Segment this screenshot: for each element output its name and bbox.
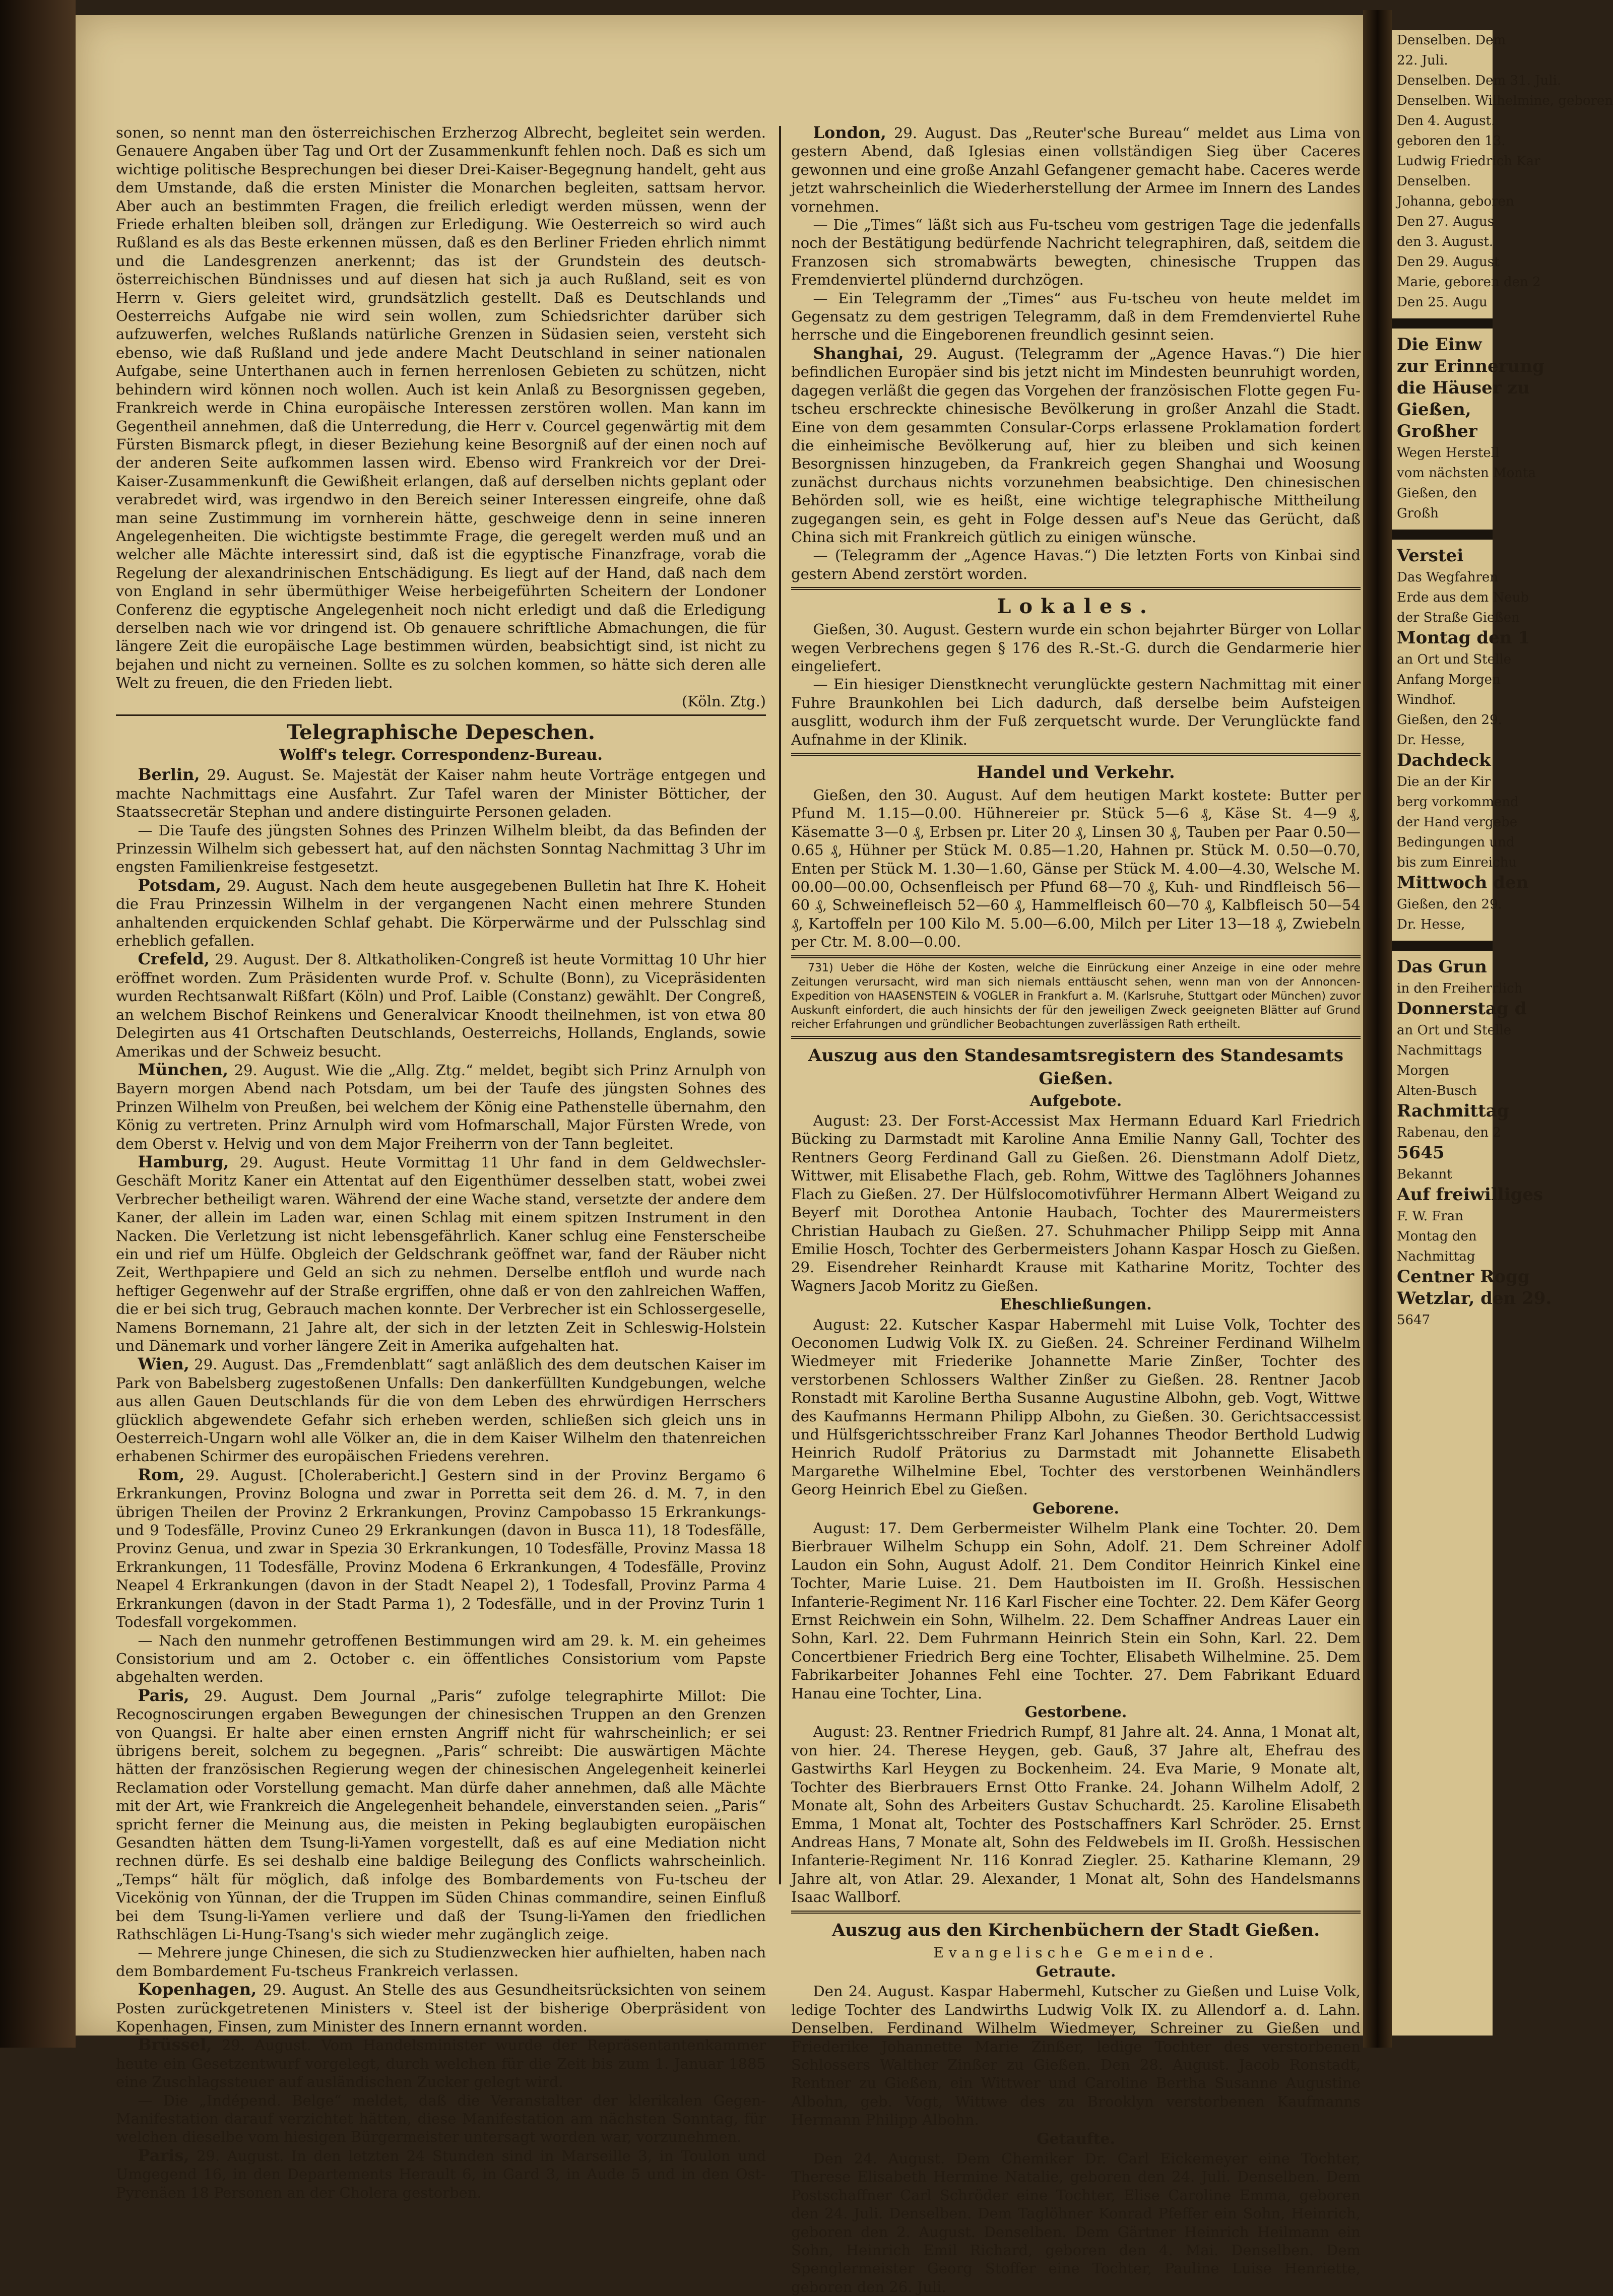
next-page-text: in den Freiherrlich: [1397, 981, 1523, 996]
next-page-line: [1392, 546, 1493, 567]
next-page-text: Das Wegfahren: [1397, 570, 1499, 585]
left-column: [116, 123, 766, 2201]
next-page-line: [1392, 483, 1493, 503]
next-page-line: [1392, 812, 1518, 832]
next-page-rule: [1392, 318, 1493, 329]
advert-text: Ueber die Höhe der Kosten, welche die Einrückung einer Anzeige in eine oder mehre Zeitungen verursacht, wird man sich niemals enttäuscht sehen, wenn man von der Annoncen-Expedition von HAASENSTEIN & VOGLER in Frankfurt a. M. (Karlsruhe, Stuttgart oder München) zuvor Auskunft einfordert, die auch hinsichts der für den jeweiligen Zweck geeigneten Blätter auf Grund reicher Erfahrungen und gründlicher Beobachtungen zuverlässigen Rath ertheilt.: [791, 961, 1361, 1031]
next-page-text: Anfang Morgen: [1397, 672, 1501, 687]
next-page-fragments: [1392, 30, 1613, 1330]
next-page-line: [1392, 191, 1514, 212]
section-divider: [791, 587, 1361, 590]
next-page-text: 22. Juli.: [1397, 53, 1448, 68]
dispatch-item: [791, 216, 1361, 289]
next-page-text: Das Grun: [1397, 957, 1487, 977]
next-page-text: Die an der Kir: [1397, 774, 1491, 790]
next-page-text: Gießen, den 29.: [1397, 897, 1502, 912]
next-page-line: [1392, 1061, 1493, 1081]
section-divider: [791, 955, 1361, 958]
gestorbene-text: August: 23. Rentner Friedrich Rumpf, 81 Jahre alt. 24. Anna, 1 Monat alt, von hier. 24. Therese Heygen, geb. Gauß, 37 Jahre alt, Ehefrau des Gastwirths Karl Heygen zu Bockenheim. 24. Eva Marie, 9 Monate alt, Tochter des Bierbrauers Ernst Otto Franke. 24. Johann Wilhelm Adolf, 2 Monate alt, Sohn des Arbeiters Gustav Schuchardt. 25. Karoline Elisabeth Emma, 1 Monat alt, Tochter des Postschaffners Karl Schröder. 25. Ernst Andreas Hans, 7 Monate alt, Sohn des Feldwebels im II. Großh. Hessischen Infanterie-Regiment Nr. 116 Konrad Ziegler. 25. Katharine Klemann, 29 Jahre alt, von Atlar. 29. Alexander, 1 Monat alt, Sohn des Handelsmanns Isaac Wallborf.: [791, 1723, 1361, 1906]
dispatch-text: — Die Taufe des jüngsten Sohnes des Prinzen Wilhelm bleibt, da das Befinden der Prinzessin Wilhelm sich gebessert hat, auf den nächsten Sonntag Nachmittag 3 Uhr im engsten Familienkreise festgesetzt.: [116, 821, 766, 876]
next-page-text: Johanna, geboren: [1397, 194, 1514, 209]
dispatch-text: 29. August. Nach dem heute ausgegebenen Bulletin hat Ihre K. Hoheit die Frau Prinzessin Wilhelm in der vergangenen Nacht einen mehrere Stunden anhaltenden erquickenden Schlaf gehabt. Die Körperwärme und der Pulsschlag sind erheblich gefallen.: [116, 877, 766, 950]
next-page-text: Dr. Hesse,: [1397, 917, 1465, 932]
next-page-line: [1392, 957, 1493, 978]
next-page-line: [1392, 71, 1562, 91]
next-page-text: der Straße Gießen: [1397, 610, 1520, 625]
next-page-line: [1392, 503, 1493, 523]
next-page-text: Dr. Hesse,: [1397, 733, 1465, 748]
next-page-text: der Hand vergebe: [1397, 815, 1518, 830]
aufgebote-heading: Aufgebote.: [1029, 1092, 1122, 1110]
next-page-text: Rachmittag: [1397, 1101, 1509, 1121]
next-page-line: [1392, 443, 1500, 463]
telegraph-subheading: Wolff's telegr. Correspondenz-Bureau.: [279, 746, 603, 764]
dispatch-place: Shanghai,: [813, 343, 904, 363]
next-page-line: [1392, 1310, 1493, 1330]
next-page-line: [1392, 690, 1493, 710]
next-page-edge: [1392, 30, 1613, 2036]
next-page-line: [1392, 730, 1493, 750]
section-divider: [791, 1036, 1361, 1039]
next-page-text: Montag den 1: [1397, 628, 1530, 648]
next-page-line: [1392, 1081, 1493, 1101]
advert-number: 731): [808, 961, 833, 974]
dispatch-place: Paris,: [138, 2145, 189, 2165]
next-page-text: die Häuser zu: [1397, 378, 1530, 398]
next-page-text: berg vorkommend: [1397, 795, 1519, 810]
next-page-text: vom nächsten Monta: [1397, 466, 1536, 481]
top-dispatch-list: [791, 123, 1361, 583]
gestorbene-heading: Gestorbene.: [1024, 1703, 1127, 1722]
dispatch-item: [116, 1466, 766, 1631]
next-page-line: [1392, 421, 1493, 443]
next-page-text: Denselben.: [1397, 174, 1471, 189]
next-page-line: [1392, 292, 1493, 312]
next-page-line: [1392, 1226, 1493, 1247]
next-page-text: Den 25. Augu: [1397, 295, 1488, 310]
next-page-text: Nachmittag: [1397, 1249, 1475, 1264]
next-page-text: Den 4. August.: [1397, 113, 1496, 128]
getaufte-text: Den 24. August. Dem Chemiker Dr. Carl Eickemeyer eine Tochter, Therese Elisabeth Hermine Natalie, geboren den 24. Juli. Denselben. Dem Postschaffner Carl Schröder eine Tochter, Elise Caroline Emma, geboren den 24. Juli. Denselben. Dem Taglöhner Konrad Pfeffer ein Sohn, Heinrich, geboren den 2. August. Denselben. Dem Gärtner Heinrich Heilmann ein Sohn, Heinrich Emil Richard, geboren den 4. Mai. Denselben. Dem Spenglermeister Georg Stoffer eine Tochter, Pauline Luise Henriette, geboren den 26. Juli.: [791, 2150, 1361, 2295]
dispatch-text: 29. August. Das „Fremdenblatt“ sagt anläßlich des dem deutschen Kaiser im Park von Babelsberg zugestoßenen Unfalls: Den dankerfüllten Kundgebungen, welche aus allen Gauen Deutschlands für die von dem Leben des ehrwürdigen Herrschers glücklich abgewendete Gefahr sich erheben werden, schließen sich gleich uns in Oesterreich-Ungarn wohl alle Völker an, die in dem Kaiser Wilhelm den thatenreichen erhabenen Schirmer des europäischen Friedens verehren.: [116, 1356, 766, 1465]
next-page-text: Denselben. Dem 31. Juli.: [1397, 73, 1562, 88]
next-page-line: [1392, 111, 1496, 131]
getraute-heading: Getraute.: [1036, 1962, 1116, 1981]
next-page-text: Donnerstag d: [1397, 999, 1527, 1019]
next-page-line: [1392, 1247, 1493, 1267]
next-page-text: Denselben. Dem: [1397, 33, 1506, 48]
dispatch-list: [116, 765, 766, 2202]
next-page-text: den 3. August.: [1397, 234, 1494, 249]
dispatch-item: [116, 2091, 766, 2146]
next-page-line: [1392, 378, 1530, 400]
dispatch-item: [116, 2036, 766, 2091]
dispatch-item: [116, 1355, 766, 1465]
next-page-text: Marie, geboren den 2: [1397, 275, 1541, 290]
next-page-line: [1392, 587, 1529, 608]
intro-paragraph: sonen, so nennt man den österreichischen Erzherzog Albrecht, begleitet sein werden. Genauere Angaben über Tag und Ort der Zusammenkunft fehlen noch. Daß es sich um wichtige politische Besprechungen bei dieser Drei-Kaiser-Begegnung handelt, geht aus dem Umstande, daß die ersten Minister die Monarchen begleiten, sattsam hervor. Aber auch an bestimmten Fragen, die freilich erledigt werden müssen, wenn der Friede erhalten bleiben soll, drängen zur Erledigung. Wie Oesterreich so wird auch Rußland es als das Beste erkennen müssen, daß es den Berliner Frieden ehrlich nimmt und die Landesgrenzen anerkennt; das ist der Grundstein des deutsch-österreichischen Bündnisses und auf diesen hat sich ja auch Rußland, seit es von Herrn v. Giers geleitet wird, grundsätzlich gestellt. Daß es Deutschlands und Oesterreichs Aufgabe nie wird sein wollen, zum Schiedsrichter darüber sich aufzuwerfen, welches Rußlands natürliche Grenzen in Südasien seien, versteht sich ebenso, wie daß Rußland und jede andere Macht Deutschland in seiner nationalen Aufgabe, seine Unterthanen auch in fernen herrenlosen Gebieten zu schützen, nicht behindern wird können noch wollen. Auch ist kein Anlaß zu Besorgnissen gegeben, Frankreich werde in China europäische Interessen zerstören wollen. Man kann im Gegentheil annehmen, daß die Unterredung, die Herr v. Courcel gegenwärtig mit dem Fürsten Bismarck pflegt, in dieser Beziehung keine Besorgniß auf der einen noch auf der anderen Seite aufkommen lassen wird. Ebenso wird Frankreich vor der Drei-Kaiser-Zusammenkunft die Gewißheit erlangen, daß auf derselben nichts geplant oder verabredet wird, was irgendwo in den Bereich seiner Interessen eingreife, ohne daß man seine Zustimmung im vornherein hätte, geschweige denn in seine inneren Angelegenheiten. Die wichtigste bestimmte Frage, die geregelt werden muß und an welcher alle Mächte interessirt sind, daß ist die egyptische Finanzfrage, vorab die Regelung der alexandrinischen Entschädigung. Es liegt auf der Hand, daß nach dem von England in sehr übermüthiger Weise herbeigeführten Scheitern der Londoner Conferenz die egyptische Angelegenheit noch nicht erledigt und daß die Erledigung derselben nach wie vor dringend ist. Ob genauere schriftliche Abmachungen, die für längere Zeit die europäische Lage bestimmen würden, beabsichtigt sind, ist nicht zu bejahen und nicht zu verneinen. Sollte es zu solchen kommen, so hätte sich deren alle Welt zu freuen, die den Frieden liebt.: [116, 124, 766, 692]
next-page-text: Dachdeck: [1397, 750, 1491, 770]
dispatch-item: [116, 1061, 766, 1153]
next-page-text: Verstei: [1397, 546, 1464, 566]
kirchenbuch-heading: Auszug aus den Kirchenbüchern der Stadt Gießen.: [831, 1920, 1320, 1940]
next-page-line: [1392, 670, 1501, 690]
next-page-text: Erde aus dem Neub: [1397, 590, 1529, 605]
next-page-rule: [1392, 530, 1493, 540]
dispatch-text: — Die „Indépend. Belge“ meldet, daß die Veranstalter der klerikalen Gegen-Manifestation darauf verzichtet hätten, diese Manifestation am nächsten Sonntag, für welchen dieselbe vom hiesigen Bürgermeister untersagt worden war, vorzunehmen.: [116, 2091, 766, 2146]
page-gutter: [1363, 10, 1392, 2048]
intro-source: (Köln. Ztg.): [682, 692, 766, 710]
dispatch-text: 29. August. Das „Reuter'sche Bureau“ meldet aus Lima von gestern Abend, daß Iglesias einen vollständigen Sieg über Caceres gewonnen und eine große Anzahl Gefangener gemacht habe. Caceres werde jetzt wahrscheinlich die Wiederherstellung der Armee im Innern des Landes vornehmen.: [791, 124, 1361, 215]
next-page-line: [1392, 649, 1512, 670]
dispatch-item: [116, 821, 766, 876]
next-page-line: [1392, 710, 1502, 730]
dispatch-item: [116, 1686, 766, 1944]
dispatch-item: [791, 123, 1361, 216]
next-page-line: [1392, 356, 1544, 378]
next-page-line: [1392, 1123, 1501, 1143]
next-page-line: [1392, 232, 1493, 252]
next-page-line: [1392, 873, 1529, 894]
dispatch-text: — Nach den nunmehr getroffenen Bestimmungen wird am 29. k. M. ein geheimes Consistorium und am 2. October c. ein öffentliches Consistorium vom Papste abgehalten werden.: [116, 1631, 766, 1686]
dispatch-item: [116, 1943, 766, 1980]
dispatch-place: Kopenhagen,: [138, 1980, 257, 1999]
dispatch-place: Wien,: [138, 1354, 189, 1374]
dispatch-text: 29. August. [Cholerabericht.] Gestern sind in der Provinz Bergamo 6 Erkrankungen, Provinz Bologna und zwar in Porretta seit dem 26. d. M. 7, in den übrigen Theilen der Provinz 2 Erkrankungen, Provinz Campobasso 15 Erkrankungs- und 9 Todesfälle, Provinz Cuneo 29 Erkrankungen (davon in Busca 11), 18 Todesfälle, Provinz Genua, und zwar in Spezia 30 Erkrankungen, 10 Todesfälle, Provinz Massa 18 Erkrankungen, 11 Todesfälle, Provinz Modena 6 Erkrankungen, 4 Todesfälle, Provinz Neapel 4 Erkrankungen (davon in der Stadt Neapel 2), 1 Todesfall, Provinz Parma 4 Erkrankungen (davon in der Stadt Parma 1), 2 Todesfälle, und in der Provinz Turin 1 Todesfall vorgekommen.: [116, 1466, 766, 1631]
dispatch-text: 29. August. An Stelle des aus Gesundheitsrücksichten von seinem Posten zurückgetretenen Ministers v. Steel ist der bisherige Oberpräsident von Kopenhagen, Finsen, zum Minister des Innern ernannt worden.: [116, 1981, 766, 2036]
next-page-line: [1392, 30, 1506, 50]
standesamt-heading: Auszug aus den Standesamtsregistern des Standesamts Gießen.: [808, 1045, 1343, 1089]
next-page-text: bis zum Einreichu: [1397, 855, 1517, 870]
dispatch-text: — Mehrere junge Chinesen, die sich zu Studienzwecken hier aufhielten, haben nach dem Bombardement Fu-tscheus Frankreich verlassen.: [116, 1944, 766, 1980]
next-page-line: [1392, 1206, 1493, 1226]
next-page-text: Morgen: [1397, 1063, 1449, 1078]
next-page-line: [1392, 999, 1527, 1020]
dispatch-place: Brüssel,: [138, 2035, 212, 2055]
next-page-text: Wetzlar, den 29.: [1397, 1288, 1552, 1308]
dispatch-text: 29. August. Se. Majestät der Kaiser nahm heute Vorträge entgegen und machte Nachmittags eine Ausfahrt. Zur Tafel waren der Minister Bötticher, der Staatssecretär Stephan und andere distinguirte Personen geladen.: [116, 766, 766, 821]
gemeinde-subheading: Evangelische Gemeinde.: [933, 1944, 1218, 1961]
handel-heading: Handel und Verkehr.: [977, 762, 1175, 782]
dispatch-text: 29. August. Heute Vormittag 11 Uhr fand in dem Geldwechsler-Geschäft Moritz Kaner ein Attentat auf den Eigenthümer desselben statt, wobei zwei Verbrecher betheiligt waren. Während der eine Wache stand, versetzte der andere dem Kaner, der allein im Laden war, einen Schlag mit einem spitzen Instrument in den Nacken. Die Verletzung ist nicht lebensgefährlich. Kaner schlug eine Fensterscheibe ein und rief um Hülfe. Obgleich der Geldschrank geöffnet war, fand der Räuber nicht Zeit, Werthpapiere und Geld an sich zu nehmen. Derselbe entfloh und wurde nach heftiger Gegenwehr auf der Straße ergriffen, ohne daß er von den zahlreichen Waffen, die er bei sich trug, Gebrauch machen konnte. Der Verbrecher ist ein Schlossergeselle, Namens Bornemann, 21 Jahre alt, der sich in der letzten Zeit in Schleswig-Holstein und Dänemark und vorher längere Zeit in Amerika aufgehalten hat.: [116, 1153, 766, 1354]
dispatch-text: — Die „Times“ läßt sich aus Fu-tscheu vom gestrigen Tage die jedenfalls noch der Bestätigung bedürfende Nachricht telegraphiren, daß, seitdem die Franzosen sich stromabwärts bewegten, chinesische Truppen das Fremdenviertel plündernd durchzögen.: [791, 216, 1361, 289]
dispatch-item: [116, 950, 766, 1060]
next-page-line: [1392, 792, 1519, 812]
dispatch-place: Hamburg,: [138, 1152, 229, 1171]
next-page-text: Nachmittags: [1397, 1043, 1482, 1058]
dispatch-item: [116, 765, 766, 821]
next-page-line: [1392, 463, 1536, 483]
next-page-line: [1392, 1040, 1493, 1061]
next-page-line: [1392, 151, 1540, 171]
next-page-line: [1392, 400, 1493, 421]
section-divider: [116, 714, 766, 716]
next-page-text: Die Einw: [1397, 335, 1482, 355]
next-page-text: geboren den 13.: [1397, 134, 1506, 149]
next-page-text: Wegen Herstell: [1397, 445, 1500, 461]
next-page-line: [1392, 772, 1493, 792]
dispatch-text: 29. August. In den letzten 24 Stunden sind in Marseille 3, in Toulon und Umgegend 16, in den Departements Herault 6, in Gard 3, in Aude 5 und in den Ost-Pyrenäen 18 Personen an der Cholera gestorben.: [116, 2147, 766, 2201]
next-page-text: Denselben. Wilhelmine, geboren: [1397, 93, 1613, 108]
dispatch-item: [116, 1631, 766, 1686]
dispatch-item: [116, 2146, 766, 2202]
dispatch-text: 29. August. Wie die „Allg. Ztg.“ meldet, begibt sich Prinz Arnulph von Bayern morgen Abend nach Potsdam, um bei der Taufe des jüngsten Sohnes des Prinzen Wilhelm von Preußen, bei welchem der König eine Pathenstelle übernahm, den König zu vertreten. Prinz Arnulph wird vom Hofmarschall, Major Fürsten Wrede, von dem Oberst v. Helvig und von dem Major Freiherrn von der Tann begleitet.: [116, 1061, 766, 1152]
lokales-item: — Ein hiesiger Dienstknecht verunglückte gestern Nachmittag mit einer Fuhre Braunkohlen bei Lich dadurch, daß derselbe beim Aufsteigen ausglitt, wodurch ihm der Fuß zerquetscht wurde. Der Verunglückte fand Aufnahme in der Klinik.: [791, 676, 1361, 748]
next-page-line: [1392, 212, 1493, 232]
next-page-text: Windhof.: [1397, 692, 1456, 707]
advertisement: [791, 961, 1361, 1032]
dispatch-text: — (Telegramm der „Agence Havas.“) Die letzten Forts von Kinbai sind gestern Abend zerstört worden.: [791, 547, 1361, 582]
dispatch-item: [116, 1980, 766, 2036]
next-page-line: [1392, 567, 1499, 587]
dispatch-text: — Ein Telegramm der „Times“ aus Fu-tscheu von heute meldet im Gegensatz zu dem gestrigen Telegramm, daß in dem Fremdenviertel Ruhe herrsche und die Eingeborenen freundlich gesinnt seien.: [791, 289, 1361, 344]
dispatch-place: Rom,: [138, 1465, 185, 1484]
geborene-heading: Geborene.: [1033, 1499, 1119, 1518]
dispatch-place: Paris,: [138, 1685, 189, 1705]
next-page-line: [1392, 628, 1530, 649]
next-page-text: Gießen, den 29.: [1397, 712, 1502, 728]
next-page-line: [1392, 252, 1500, 272]
next-page-text: Mittwoch den: [1397, 873, 1529, 893]
dispatch-item: [116, 876, 766, 950]
next-page-text: Gießen,: [1397, 400, 1471, 420]
next-page-text: Ludwig Friedrich Kar: [1397, 154, 1540, 169]
dispatch-place: München,: [138, 1060, 228, 1079]
next-page-text: Montag den: [1397, 1229, 1477, 1244]
next-page-line: [1392, 1288, 1552, 1310]
dispatch-place: London,: [813, 123, 886, 142]
dispatch-text: 29. August. Der 8. Altkatholiken-Congreß ist heute Vormittag 10 Uhr hier eröffnet worden. Zum Präsidenten wurde Prof. v. Schulte (Bonn), zu Vicepräsidenten wurden Rechtsanwalt Rißfart (Köln) und Prof. Laible (Constanz) gewählt. Der Congreß, an welchem Bischof Reinkens und Generalvicar Knoodt theilnehmen, ist von etwa 80 Delegirten aus 41 Ortschaften Deutschlands, Oesterreichs, Hollands, Englands, sowie Amerikas und der Schweiz besucht.: [116, 951, 766, 1060]
column-rule: [779, 126, 781, 1884]
next-page-line: [1392, 272, 1541, 292]
dispatch-item: [791, 289, 1361, 344]
getaufte-heading: Getaufte.: [1036, 2130, 1116, 2148]
next-page-line: [1392, 832, 1515, 852]
dispatch-item: [791, 546, 1361, 583]
dispatch-text: 29. August. (Telegramm der „Agence Havas.“) Die hier befindlichen Europäer sind bis jetzt nicht im Mindesten beunruhigt worden, dagegen verläßt die gegen das Vorgehen der französischen Flotte gegen Fu-tscheu erschreckte chinesische Bevölkerung in großer Anzahl die Stadt. Eine von dem gesammten Consular-Corps erlassene Proklamation fordert die einheimische Bevölkerung auf, hier zu bleiben und sich keinen Besorgnissen hinzugeben, da Frankreich gegen Shanghai und Woosung zunächst durchaus nichts vorzunehmen beabsichtige. Den chinesischen Behörden soll, wie es heißt, eine wichtige telegraphische Mittheilung zugegangen sein, es geht in Folge dessen auf's Neue das Gerücht, daß China sich mit Frankreich gütlich zu einigen wünsche.: [791, 345, 1361, 546]
next-page-line: [1392, 978, 1523, 999]
lokales-item: Gießen, 30. August. Gestern wurde ein schon bejahrter Bürger von Lollar wegen Verbrechens gegen § 176 des R.-St.-G. durch die Gendarmerie hier eingeliefert.: [791, 621, 1361, 675]
right-column: [791, 123, 1361, 2295]
dispatch-item: [116, 1153, 766, 1355]
next-page-text: Großh: [1397, 506, 1439, 521]
next-page-text: Bekannt: [1397, 1167, 1452, 1182]
next-page-line: [1392, 1143, 1493, 1164]
next-page-text: zur Erinnerung: [1397, 356, 1544, 376]
next-page-line: [1392, 131, 1506, 151]
lokales-heading: Lokales.: [997, 595, 1155, 619]
next-page-text: 5647: [1397, 1313, 1431, 1328]
next-page-text: Den 27. Augus: [1397, 214, 1495, 229]
next-page-text: Gießen, den: [1397, 486, 1477, 501]
aufgebote-text: August: 23. Der Forst-Accessist Max Hermann Eduard Karl Friedrich Bücking zu Darmstadt mit Karoline Anna Emilie Nanny Gall, Tochter des Rentners Georg Ferdinand Gall zu Gießen. 26. Dienstmann Adolf Dietz, Wittwer, mit Elisabethe Flach, geb. Rohm, Wittwe des Taglöhners Johannes Flach zu Gießen. 27. Der Hülfslocomotivführer Hermann Albert Weigand zu Beyerf mit Dorothea Antonie Haubach, Tochter des Maurermeisters Christian Haubach zu Gießen. 27. Schuhmacher Philipp Seipp mit Anna Emilie Hosch, Tochter des Gerbermeisters Johann Kaspar Hosch zu Gießen. 29. Eisendreher Reinhardt Krause mit Katharine Moritz, Tochter des Wagners Jacob Moritz zu Gießen.: [791, 1112, 1361, 1294]
dispatch-place: Potsdam,: [138, 875, 221, 895]
next-page-text: an Ort und Stelle: [1397, 652, 1512, 667]
eheschliessungen-text: August: 22. Kutscher Kaspar Habermehl mit Luise Volk, Tochter des Oeconomen Ludwig Volk IX. zu Gießen. 24. Schreiner Ferdinand Wilhelm Wiedmeyer mit Friederike Johannette Marie Zinßer, Tochter des verstorbenen Schlossers Walther Zinßer zu Gießen. 28. Rentner Jacob Ronstadt mit Karoline Bertha Susanne Augustine Albohn, geb. Vogt, Wittwe des Kaufmanns Hermann Philipp Albohn, zu Gießen. 30. Gerichtsaccessist und Hülfsgerichtsschreiber Franz Karl Johannes Theodor Berthold Ludwig Heinrich Rudolf Prätorius zu Darmstadt mit Johannette Elisabeth Margarethe Wilhelmine Ebel, Tochter des verstorbenen Weinhändlers Georg Heinrich Ebel zu Gießen.: [791, 1316, 1361, 1498]
next-page-line: [1392, 1101, 1509, 1123]
next-page-text: Bedingungen und: [1397, 835, 1515, 850]
telegraph-heading: Telegraphische Depeschen.: [287, 720, 595, 744]
next-page-text: 5645: [1397, 1143, 1445, 1163]
next-page-line: [1392, 50, 1493, 71]
next-page-text: an Ort und Stelle: [1397, 1023, 1512, 1038]
next-page-text: F. W. Fran: [1397, 1209, 1463, 1224]
next-page-text: Den 29. August: [1397, 254, 1500, 270]
next-page-text: Auf freiwilliges: [1397, 1185, 1543, 1205]
market-report: Gießen, den 30. August. Auf dem heutigen Markt kostete: Butter per Pfund M. 1.15—0.00. Hühnereier pr. Stück 5—6 ₰, Käse St. 4—9 ₰, Käsematte 3—0 ₰, Erbsen pr. Liter 20 ₰, Linsen 30 ₰, Tauben per Paar 0.50—0.65 ₰, Hühner per Stück M. 0.85—1.20, Hahnen pr. Stück M. 0.50—0.70, Enten per Stück M. 1.30—1.60, Gänse per Stück M. 4.00—4.30, Welsche M. 00.00—00.00, Ochsenfleisch per Pfund 68—70 ₰, Kuh- und Rindfleisch 56—60 ₰, Schweinefleisch 52—60 ₰, Hammelfleisch 60—70 ₰, Kalbfleisch 50—54 ₰, Kartoffeln per 100 Kilo M. 5.00—6.00, Milch per Liter 13—18 ₰, Zwiebeln per Ctr. M. 8.00—0.00.: [791, 786, 1361, 951]
next-page-line: [1392, 1164, 1493, 1185]
next-page-line: [1392, 914, 1493, 935]
next-page-text: Rabenau, den 2: [1397, 1125, 1501, 1140]
next-page-line: [1392, 171, 1493, 191]
dispatch-place: Crefeld,: [138, 949, 210, 969]
section-divider: [791, 1911, 1361, 1914]
getraute-text: Den 24. August. Kaspar Habermehl, Kutscher zu Gießen und Luise Volk, ledige Tochter des Landwirths Ludwig Volk IX. zu Allendorf a. d. Lahn. Denselben. Ferdinand Wilhelm Wiedmeyer, Schreiner zu Gießen und Friederike Johannette Marie Zinßer, ledige Tochter des verstorbenen Schlossers Walther Zinßer zu Gießen. Den 28. August. Jacob Ronstadt, Rentner zu Gießen, ein Wittwer und Caroline Bertha Susanne Augustine Albohn, geb. Vogt, Wittwe des zu Brooklyn verstorbenen Kaufmanns Hermann Philipp Albohn.: [791, 1983, 1361, 2129]
dispatch-place: Berlin,: [138, 765, 200, 784]
dispatch-item: [791, 344, 1361, 546]
dispatch-text: 29. August. Vom Handelsminister wurde der Repräsentantenkammer heute ein Gesetzentwurf vorgelegt, durch welchen für die Zeit bis zum 1. Januar 1885 eine Zuschlagssteuer auf ausländischen Zucker gelegt wird.: [116, 2037, 766, 2091]
next-page-line: [1392, 608, 1520, 628]
eheschliessungen-heading: Eheschließungen.: [1000, 1296, 1152, 1314]
next-page-text: Großher: [1397, 421, 1477, 441]
book-binding: [0, 0, 76, 2048]
next-page-line: [1392, 335, 1493, 356]
next-page-rule: [1392, 941, 1493, 951]
next-page-line: [1392, 852, 1517, 873]
next-page-text: Alten-Busch: [1397, 1083, 1477, 1098]
next-page-line: [1392, 1185, 1543, 1206]
next-page-line: [1392, 1020, 1512, 1040]
geborene-text: August: 17. Dem Gerbermeister Wilhelm Plank eine Tochter. 20. Dem Bierbrauer Wilhelm Schupp ein Sohn, Adolf. 21. Dem Schreiner Adolf Laudon ein Sohn, August Adolf. 21. Dem Conditor Heinrich Kinkel eine Tochter, Marie Luise. 21. Dem Hautboisten im II. Großh. Hessischen Infanterie-Regiment Nr. 116 Karl Fischer eine Tochter. 22. Dem Käfer Georg Ernst Reichwein ein Sohn, Wilhelm. 22. Dem Schaffner Andreas Lauer ein Sohn, Karl. 22. Dem Fuhrmann Heinrich Stein ein Sohn, Karl. 22. Dem Concertbiener Friedrich Berg eine Tochter, Elisabeth Wilhelmine. 25. Dem Fabrikarbeiter Johannes Fehl eine Tochter. 27. Dem Fabrikant Eduard Hanau eine Tochter, Lina.: [791, 1520, 1361, 1702]
next-page-line: [1392, 1267, 1530, 1288]
section-divider: [791, 753, 1361, 756]
next-page-text: Centner Rogg: [1397, 1267, 1530, 1287]
next-page-line: [1392, 750, 1493, 772]
dispatch-text: 29. August. Dem Journal „Paris“ zufolge telegraphirte Millot: Die Recognoscirungen ergaben Bewegungen der chinesischen Truppen an den Grenzen von Quangsi. Er halte aber einen ernsten Angriff nicht für wahrscheinlich; er sei übrigens bereit, solchem zu begegnen. „Paris“ schreibt: Die auswärtigen Mächte hätten der französischen Regierung wegen der chinesischen Angelegenheit keinerlei Reclamation oder Vorstellung gemacht. Man dürfe daher annehmen, daß alle Mächte mit der Art, wie Frankreich die Angelegenheit behandele, einverstanden seien. „Paris“ spricht ferner die Meinung aus, die meisten in Peking beglaubigten europäischen Gesandten hätten dem Tsung-li-Yamen vorgestellt, daß es auf eine Mediation nicht rechnen dürfe. Es sei deshalb eine baldige Beilegung des Conflicts wahrscheinlich. „Temps“ hält für möglich, daß infolge des Bombardements von Fu-tscheu der Vicekönig von Yünnan, der die Truppen im Süden Chinas commandire, seinen Einfluß bei dem Tsung-li-Yamen verliere und daß der Tsung-li-Yamen den friedlichen Rathschlägen Li-Hung-Tsang's sich wieder mehr zugänglich zeige.: [116, 1687, 766, 1943]
next-page-line: [1392, 91, 1613, 111]
next-page-line: [1392, 894, 1502, 914]
